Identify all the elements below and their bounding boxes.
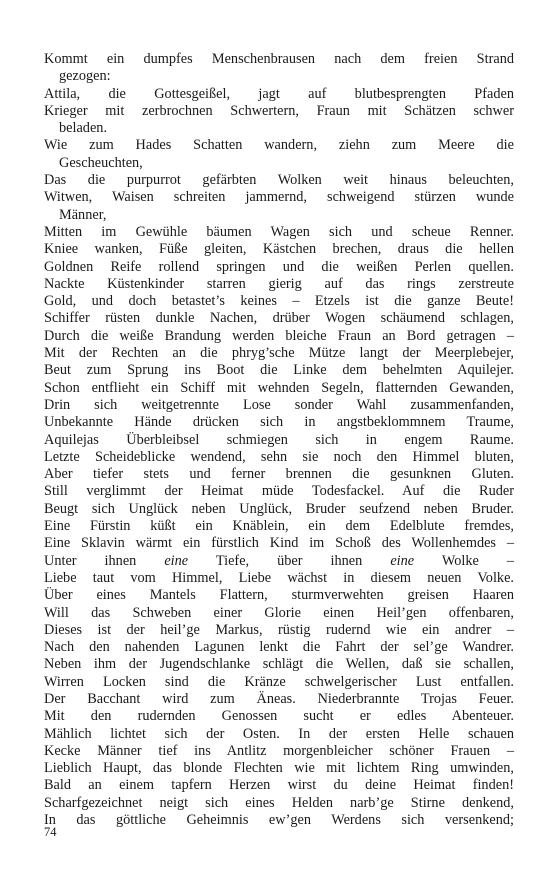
poem-text bbox=[44, 51, 514, 829]
poem-line: Aber tiefer stets und ferner brennen die gesunknen Gluten. bbox=[44, 466, 514, 483]
poem-line: Will das Schweben einer Glorie einen Heil’gen offenbaren, bbox=[44, 604, 514, 621]
poem-line: Kecke Männer tief ins Antlitz morgenbleicher schöner Frauen – bbox=[44, 742, 514, 759]
poem-line: Liebe taut vom Himmel, Liebe wächst in diesem neuen Volke. bbox=[44, 569, 514, 586]
poem-line: Attila, die Gottesgeißel, jagt auf blutbesprengten Pfaden bbox=[44, 85, 514, 102]
poem-line: Nackte Küstenkinder starren gierig auf das rings zerstreute bbox=[44, 275, 514, 292]
poem-line: beladen. bbox=[59, 120, 108, 137]
poem-line: Goldnen Reife rollend springen und die weißen Perlen quellen. bbox=[44, 258, 514, 275]
poem-line: Das die purpurrot gefärbten Wolken weit hinaus beleuchten, bbox=[44, 172, 514, 189]
poem-line: Bald an einem tapfern Herzen wirst du deine Heimat finden! bbox=[44, 777, 514, 794]
poem-line: Gescheuchten, bbox=[59, 154, 143, 171]
poem-line: Eine Fürstin küßt ein Knäblein, ein dem Edelblute fremdes, bbox=[44, 518, 514, 535]
poem-line: Unbekannte Hände drücken sich in angstbeklommnem Traume, bbox=[44, 414, 514, 431]
poem-line: In das göttliche Geheimnis ew’gen Werdens sich versenkend; bbox=[44, 812, 514, 829]
poem-line: Dieses ist der heil’ge Markus, rüstig rudernd wie ein andrer – bbox=[44, 621, 514, 638]
poem-line: Schiffer rüsten dunkle Nachen, drüber Wogen schäumend schlagen, bbox=[44, 310, 514, 327]
poem-line: Männer, bbox=[59, 206, 107, 223]
poem-line: Beut zum Sprung ins Boot die Linke dem behelmten Aquilejer. bbox=[44, 362, 514, 379]
poem-line: Der Bacchant wird zum Äneas. Niederbrannte Trojas Feuer. bbox=[44, 690, 514, 707]
poem-line: Mit der Rechten an die phryg’sche Mütze langt der Meerplebejer, bbox=[44, 345, 514, 362]
poem-line: Krieger mit zerbrochnen Schwertern, Fraun mit Schätzen schwer bbox=[44, 102, 514, 119]
poem-line: Drin sich weitgetrennte Lose sonder Wahl zusammenfanden, bbox=[44, 396, 514, 413]
poem-line: Still verglimmt der Heimat müde Todesfackel. Auf die Ruder bbox=[44, 483, 514, 500]
poem-line: gezogen: bbox=[59, 68, 111, 85]
poem-line: Neben ihm der Jugendschlanke schlägt die Wellen, daß sie schallen, bbox=[44, 656, 514, 673]
poem-line: Aquilejas Überbleibsel schmiegen sich in engem Raume. bbox=[44, 431, 514, 448]
poem-line: Mit den rudernden Genossen sucht er edles Abenteuer. bbox=[44, 708, 514, 725]
poem-line: Durch die weiße Brandung werden bleiche Fraun an Bord getragen – bbox=[44, 327, 514, 344]
poem-line: Gold, und doch betastet’s keines – Etzels ist die ganze Beute! bbox=[44, 293, 514, 310]
poem-line: Unter ihnen eine Tiefe, über ihnen eine Wolke – bbox=[44, 552, 514, 569]
poem-line: Wirren Locken sind die Kränze schwelgerischer Lust entfallen. bbox=[44, 673, 514, 690]
poem-line: Über eines Mantels Flattern, sturmverwehten greisen Haaren bbox=[44, 587, 514, 604]
poem-line: Schon entflieht ein Schiff mit wehnden Segeln, flatternden Gewanden, bbox=[44, 379, 514, 396]
poem-line: Beugt sich Unglück neben Unglück, Bruder seufzend neben Bruder. bbox=[44, 500, 514, 517]
poem-line: Witwen, Waisen schreiten jammernd, schweigend stürzen wunde bbox=[44, 189, 514, 206]
page-number: 74 bbox=[44, 825, 57, 839]
poem-line: Kommt ein dumpfes Menschenbrausen nach dem freien Strand bbox=[44, 51, 514, 67]
poem-line: Mitten im Gewühle bäumen Wagen sich und scheue Renner. bbox=[44, 223, 514, 240]
poem-line: Kniee wanken, Füße gleiten, Kästchen brechen, draus die hellen bbox=[44, 241, 514, 258]
poem-line: Wie zum Hades Schatten wandern, ziehn zum Meere die bbox=[44, 137, 514, 154]
poem-line: Scharfgezeichnet neigt sich eines Helden narb’ge Stirne denkend, bbox=[44, 794, 514, 811]
poem-line: Eine Sklavin wärmt ein fürstlich Kind im Schoß des Wollenhemdes – bbox=[44, 535, 514, 552]
poem-line: Mählich lichtet sich der Osten. In der ersten Helle schauen bbox=[44, 725, 514, 742]
poem-line: Nach den nahenden Lagunen lenkt die Fahrt der sel’ge Wandrer. bbox=[44, 639, 514, 656]
poem-line: Lieblich Haupt, das blonde Flechten wie mit lichtem Ring umwinden, bbox=[44, 760, 514, 777]
poem-line: Letzte Scheideblicke wendend, sehn sie noch den Himmel bluten, bbox=[44, 448, 514, 465]
